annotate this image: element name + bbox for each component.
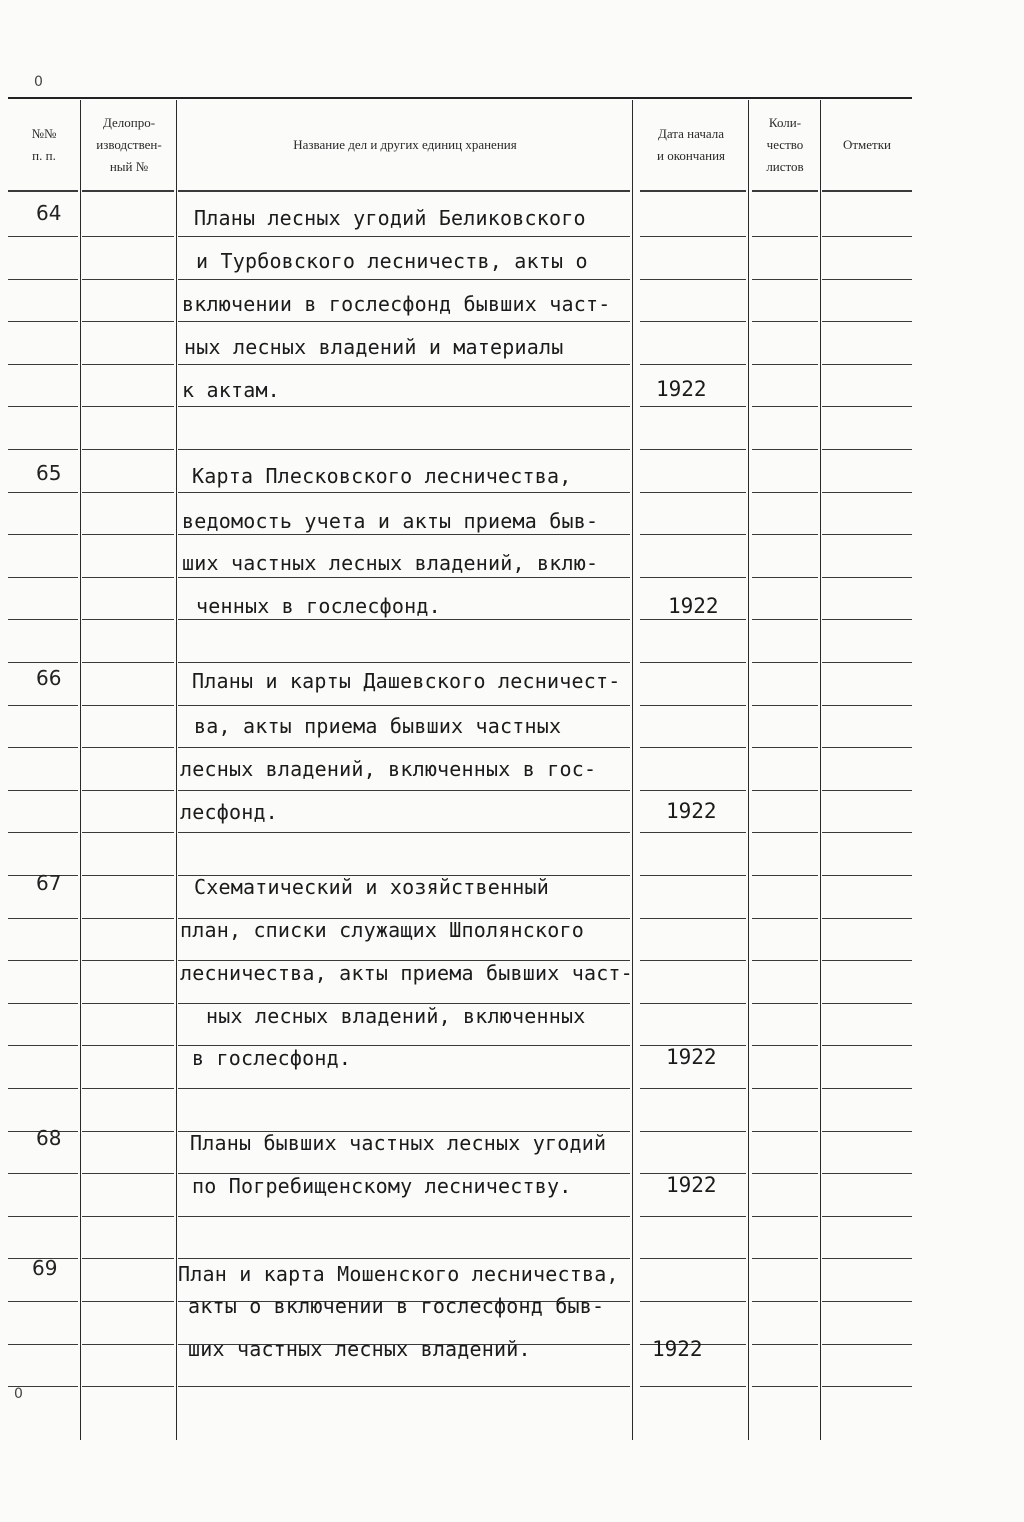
ruled-line	[752, 918, 818, 919]
ruled-line	[822, 960, 912, 961]
ruled-line	[8, 960, 78, 961]
ruled-line	[8, 364, 78, 365]
ruled-line	[8, 492, 78, 493]
entry-date: 1922	[668, 594, 719, 618]
ruled-line	[178, 1386, 630, 1387]
ruled-line	[822, 662, 912, 663]
ruled-line	[640, 1386, 746, 1387]
ruled-line	[640, 875, 746, 876]
ruled-line	[822, 875, 912, 876]
ruled-line	[752, 619, 818, 620]
ruled-line	[822, 1088, 912, 1089]
ruled-line	[82, 790, 174, 791]
ruled-line	[8, 1088, 78, 1089]
ruled-line	[752, 279, 818, 280]
header-col-dates: Дата начала и окончания	[656, 126, 726, 163]
ruled-line	[82, 619, 174, 620]
ruled-line	[8, 1301, 78, 1302]
header-col-number: №№ п. п.	[31, 126, 57, 163]
ruled-line	[178, 1088, 630, 1089]
ruled-line	[82, 832, 174, 833]
ruled-line	[8, 190, 78, 192]
ruled-line	[822, 790, 912, 791]
table-top-border	[8, 97, 912, 99]
ruled-line	[752, 534, 818, 535]
ruled-line	[752, 790, 818, 791]
column-divider	[176, 100, 177, 1440]
ruled-line	[82, 236, 174, 237]
ruled-line	[8, 1173, 78, 1174]
entry-number: 67	[36, 871, 62, 895]
ruled-line	[822, 406, 912, 407]
ruled-line	[82, 1301, 174, 1302]
ruled-line	[640, 1216, 746, 1217]
ruled-line	[178, 662, 630, 663]
ruled-line	[752, 190, 818, 192]
ruled-line	[752, 1386, 818, 1387]
ruled-line	[8, 534, 78, 535]
ruled-line	[752, 1003, 818, 1004]
column-divider	[748, 100, 749, 1440]
ruled-line	[82, 1258, 174, 1259]
ruled-line	[822, 1216, 912, 1217]
ruled-line	[822, 1173, 912, 1174]
column-divider	[820, 100, 821, 1440]
ruled-line	[752, 662, 818, 663]
ruled-line	[822, 1131, 912, 1132]
entry-title-line: ведомость учета и акты приема быв-	[182, 509, 599, 533]
ruled-line	[178, 832, 630, 833]
ruled-line	[822, 449, 912, 450]
entry-title-line: ченных в гослесфонд.	[196, 594, 441, 618]
ruled-line	[82, 875, 174, 876]
ruled-line	[640, 321, 746, 322]
ruled-line	[82, 1003, 174, 1004]
ruled-line	[752, 364, 818, 365]
entry-date: 1922	[666, 1173, 717, 1197]
ruled-line	[8, 279, 78, 280]
entry-title-line: и Турбовского лесничеств, акты о	[196, 249, 588, 273]
entry-title-line: Карта Плесковского лесничества,	[192, 464, 572, 488]
ruled-line	[752, 1173, 818, 1174]
ruled-line	[82, 279, 174, 280]
ruled-line	[640, 492, 746, 493]
ruled-line	[822, 1344, 912, 1345]
ruled-line	[822, 1301, 912, 1302]
ruled-line	[640, 619, 746, 620]
ruled-line	[822, 705, 912, 706]
ruled-line	[640, 1131, 746, 1132]
ruled-line	[640, 705, 746, 706]
ruled-line	[82, 1173, 174, 1174]
ruled-line	[752, 1216, 818, 1217]
ruled-line	[640, 577, 746, 578]
ruled-line	[8, 705, 78, 706]
ruled-line	[640, 832, 746, 833]
entry-title-line: ных лесных владений и материалы	[184, 335, 564, 359]
ruled-line	[8, 747, 78, 748]
ruled-line	[822, 492, 912, 493]
ruled-line	[640, 662, 746, 663]
ruled-line	[178, 1258, 630, 1259]
ruled-line	[822, 832, 912, 833]
corner-mark-top: 0	[34, 74, 43, 90]
ruled-line	[752, 960, 818, 961]
ruled-line	[178, 364, 630, 365]
entry-title-line: ших частных лесных владений, вклю-	[182, 551, 599, 575]
ruled-line	[752, 1088, 818, 1089]
ruled-line	[640, 190, 746, 192]
ruled-line	[8, 619, 78, 620]
ruled-line	[640, 1301, 746, 1302]
ruled-line	[640, 918, 746, 919]
ruled-line	[752, 406, 818, 407]
ruled-line	[178, 1216, 630, 1217]
ruled-line	[640, 1258, 746, 1259]
ruled-line	[82, 492, 174, 493]
ruled-line	[8, 321, 78, 322]
ruled-line	[752, 449, 818, 450]
column-divider	[632, 100, 633, 1440]
entry-title-line: включении в гослесфонд бывших част-	[182, 292, 611, 316]
entry-title-line: по Погребищенскому лесничеству.	[192, 1174, 572, 1198]
ruled-line	[82, 1344, 174, 1345]
ruled-line	[822, 364, 912, 365]
entry-number: 68	[36, 1126, 62, 1150]
ruled-line	[640, 960, 746, 961]
ruled-line	[8, 406, 78, 407]
ruled-line	[8, 1386, 78, 1387]
ruled-line	[822, 1258, 912, 1259]
ruled-line	[178, 790, 630, 791]
entry-date: 1922	[656, 377, 707, 401]
ruled-line	[82, 449, 174, 450]
entry-title-line: Планы лесных угодий Беликовского	[194, 206, 586, 230]
ruled-line	[640, 1088, 746, 1089]
ruled-line	[8, 449, 78, 450]
ruled-line	[752, 832, 818, 833]
ruled-line	[822, 534, 912, 535]
ruled-line	[822, 918, 912, 919]
ruled-line	[822, 577, 912, 578]
entry-number: 69	[32, 1256, 58, 1280]
ruled-line	[752, 236, 818, 237]
ruled-line	[640, 534, 746, 535]
ruled-line	[822, 279, 912, 280]
ruled-line	[752, 747, 818, 748]
ruled-line	[82, 1131, 174, 1132]
ruled-line	[82, 190, 174, 192]
ruled-line	[640, 1003, 746, 1004]
ruled-line	[8, 1216, 78, 1217]
ruled-line	[822, 1045, 912, 1046]
ruled-line	[640, 236, 746, 237]
ruled-line	[8, 790, 78, 791]
ruled-line	[8, 1045, 78, 1046]
ruled-line	[752, 705, 818, 706]
ruled-line	[82, 1088, 174, 1089]
ruled-line	[82, 747, 174, 748]
ruled-line	[752, 577, 818, 578]
ruled-line	[822, 190, 912, 192]
header-col-case-number: Делопро- изводствен- ный №	[96, 115, 162, 174]
ruled-line	[8, 918, 78, 919]
ruled-line	[178, 534, 630, 535]
ruled-line	[82, 705, 174, 706]
entry-title-line: в гослесфонд.	[192, 1046, 352, 1070]
ruled-line	[82, 321, 174, 322]
ruled-line	[82, 1386, 174, 1387]
ruled-line	[752, 492, 818, 493]
ruled-line	[178, 236, 630, 237]
ruled-line	[82, 1045, 174, 1046]
ruled-line	[178, 449, 630, 450]
entry-title-line: к актам.	[182, 378, 280, 402]
ruled-line	[82, 364, 174, 365]
ruled-line	[752, 1258, 818, 1259]
entry-title-line: лесных владений, включенных в гос-	[180, 757, 597, 781]
entry-date: 1922	[666, 1045, 717, 1069]
ruled-line	[82, 918, 174, 919]
corner-mark-bottom: 0	[14, 1386, 23, 1402]
entry-date: 1922	[652, 1337, 703, 1361]
entry-title-line: ших частных лесных владений.	[188, 1337, 531, 1361]
entry-title-line: ва, акты приема бывших частных	[194, 714, 562, 738]
ruled-line	[8, 1003, 78, 1004]
ruled-line	[752, 1344, 818, 1345]
ruled-line	[8, 236, 78, 237]
ruled-line	[178, 492, 630, 493]
ruled-line	[640, 790, 746, 791]
ruled-line	[822, 619, 912, 620]
ruled-line	[752, 1131, 818, 1132]
column-divider	[80, 100, 81, 1440]
entry-number: 64	[36, 201, 62, 225]
ruled-line	[752, 1045, 818, 1046]
ruled-line	[8, 832, 78, 833]
ruled-line	[822, 321, 912, 322]
entry-title-line: ных лесных владений, включенных	[206, 1004, 586, 1028]
ruled-line	[640, 747, 746, 748]
ruled-line	[752, 321, 818, 322]
ruled-line	[178, 619, 630, 620]
entry-title-line: план, списки служащих Шполянского	[180, 918, 584, 942]
entry-title-line: акты о включении в гослесфонд быв-	[188, 1294, 605, 1318]
ruled-line	[178, 190, 630, 192]
ruled-line	[752, 875, 818, 876]
entry-date: 1922	[666, 799, 717, 823]
entry-title-line: лесничества, акты приема бывших част-	[180, 961, 633, 985]
ruled-line	[82, 577, 174, 578]
ruled-line	[8, 577, 78, 578]
entry-title-line: лесфонд.	[180, 800, 278, 824]
ruled-line	[822, 1003, 912, 1004]
ruled-line	[82, 406, 174, 407]
entry-title-line: План и карта Мошенского лесничества,	[178, 1262, 619, 1286]
ruled-line	[752, 1301, 818, 1302]
ruled-line	[8, 1344, 78, 1345]
ruled-line	[82, 662, 174, 663]
ruled-line	[82, 534, 174, 535]
entry-title-line: Схематический и хозяйственный	[194, 875, 549, 899]
ruled-line	[8, 662, 78, 663]
header-col-title: Название дел и других единиц хранения	[293, 137, 517, 152]
ruled-line	[822, 747, 912, 748]
header-col-notes: Отметки	[842, 137, 892, 152]
ruled-line	[178, 279, 630, 280]
ruled-line	[178, 747, 630, 748]
ruled-line	[178, 705, 630, 706]
ruled-line	[640, 279, 746, 280]
ruled-line	[822, 236, 912, 237]
entry-title-line: Планы и карты Дашевского лесничест-	[192, 669, 621, 693]
ruled-line	[640, 406, 746, 407]
entry-number: 66	[36, 666, 62, 690]
ruled-line	[82, 1216, 174, 1217]
ruled-line	[82, 960, 174, 961]
ruled-line	[178, 577, 630, 578]
entry-title-line: Планы бывших частных лесных угодий	[190, 1131, 607, 1155]
header-col-sheets: Коли- чество листов	[766, 115, 804, 174]
ruled-line	[822, 1386, 912, 1387]
entry-number: 65	[36, 461, 62, 485]
ruled-line	[640, 364, 746, 365]
ruled-line	[178, 321, 630, 322]
ruled-line	[640, 449, 746, 450]
ruled-line	[178, 406, 630, 407]
